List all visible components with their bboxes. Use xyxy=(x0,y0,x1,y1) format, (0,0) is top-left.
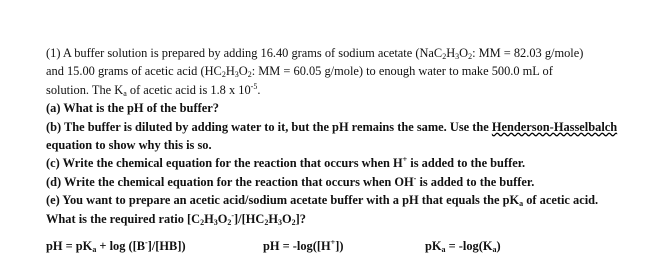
part-a: (a) What is the pH of the buffer? xyxy=(46,101,219,116)
ph-formula: pH = -log([H+]) xyxy=(263,238,344,254)
intro-line-1: (1) A buffer solution is prepared by adding 16.40 grams of sodium acetate ($NaC_2H_3O_2$: MM = 82.03 g/mole) xyxy=(46,46,584,61)
intro-line-3: solution. The $K_a$ of acetic acid is 1.8 x $10^{-5}$. xyxy=(46,81,261,98)
part-b-line-2: equation to show why this is so. xyxy=(46,138,212,153)
intro-line-2: and 15.00 grams of acetic acid ($HC_2H_3O_2$: MM = 60.05 g/mole) to enough water to make 500.0 mL of xyxy=(46,64,553,80)
part-e-line-1: (e) You want to prepare an acetic acid/sodium acetate buffer with a pH that equals the $pK_a$ of acetic acid. xyxy=(46,193,599,209)
part-b-line-1: (b) The buffer is diluted by adding water to it, but the pH remains the same. Use the Henderson-Hasselbalch xyxy=(46,119,618,134)
problem-text xyxy=(46,44,644,255)
part-c: (c) Write the chemical equation for the reaction that occurs when H+ is added to the buffer. xyxy=(46,155,526,171)
henderson-hasselbalch-formula: pH = $pK_a + \log ([B^-]/[HB])$ xyxy=(46,238,186,255)
part-e-line-2: What is the required ratio $[C_2H_3O_2^-]/[HC_2H_3O_2]$? xyxy=(46,210,306,227)
pka-formula: $pK_a = -\log(K_a)$ xyxy=(425,239,501,255)
henderson-hasselbalch-term: Henderson-Hasselbalch xyxy=(491,119,618,134)
part-d: (d) Write the chemical equation for the reaction that occurs when OH- is added to the buffer. xyxy=(46,173,535,189)
formula-row xyxy=(46,237,644,255)
